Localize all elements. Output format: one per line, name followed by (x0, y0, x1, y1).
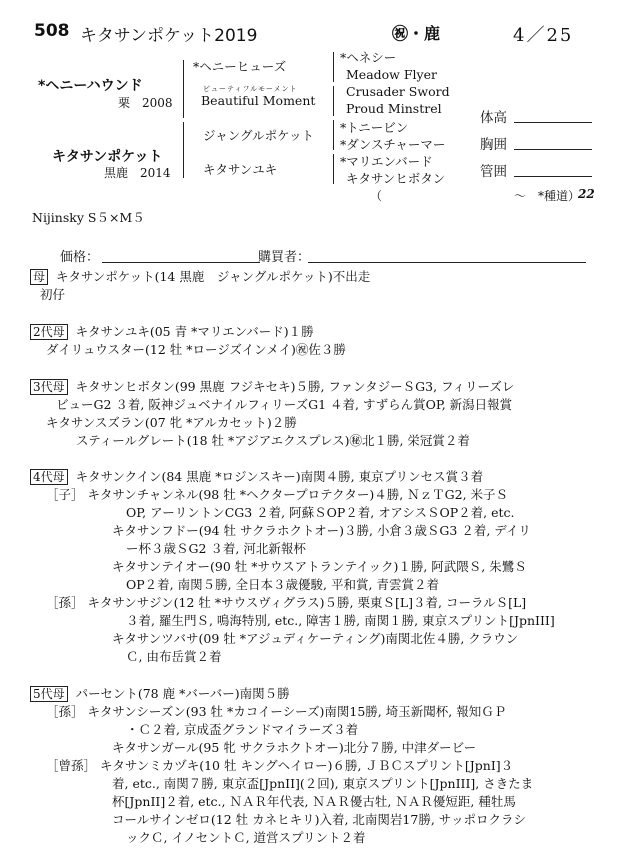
section-4th-dam: 4代母 キタサンクイン(84 黒鹿 *ロジンスキー)南関４勝, 東京プリンセス賞３着 ［子］ キタサンチャンネル(98 牡 *ヘクタープロテクター)４勝, ＮｚＴG2, 米子Ｓ OP, アーリントンCG3 ２着, 阿蘇ＳOP２着, オアシスＳOP２着, etc. キタサンフドー(94 牡 サクラホクトオー)３勝, 小倉３歳ＳG3 ２着, デイリ ー杯３歳ＳG2 ３着, 河北新報杯 キタサンテイオー(90 牡 *サウスアトランテイック)１勝, 阿武隈Ｓ, 朱鷺Ｓ OP２着, 南関５勝, 全日本３歳優駿, 平和賞, 青雲賞２着 ［孫］ キタサンサジン(12 牡 *サウスヴィグラス)５勝, 栗東Ｓ[L]３着, コーラルＳ[L] ３着, 羅生門Ｓ, 鳴海特別, etc., 障害１勝, 南関１勝, 東京スプリント[JpnIII] キタサンツバサ(09 牡 *アジュディケーティング)南関北佐４勝, クラウン Ｃ, 由布岳賞２着 (30, 468, 590, 666)
breeding-note: （ ～ *種道） (370, 189, 581, 203)
section-tag: 母 (30, 269, 48, 285)
page-num: 22 (578, 187, 595, 201)
dam-color-year: 黒鹿 2014 (104, 166, 171, 180)
sex-color: ㊗・鹿 (392, 24, 441, 43)
price-label: 価格： (60, 250, 100, 265)
cannon-label: 管囲 (480, 164, 507, 180)
ss-sire: *ヘネシー (340, 50, 397, 65)
sd-dam: Proud Minstrel (346, 101, 442, 116)
section-3rd-dam: 3代母 キタサンヒボタン(99 黒鹿 フジキセキ)５勝, ファンタジーＳG3, フィリーズレ ビューG2 ３着, 阪神ジュベナイルフィリーズG1 ４着, すずらん賞OP, 新潟日報賞 キタサンスズラン(07 牝 *アルカセット)２勝 スティールグレート(18 牡 *アジアエクスプレス)㊙北１勝, 栄冠賞２着 (30, 378, 590, 450)
dam-dam: キタサンユキ (203, 162, 278, 177)
section-2nd-dam: 2代母 キタサンユキ(05 青 *マリエンバード)１勝 ダイリュウスター(12 牡 *ロージズインメイ)㊗佐３勝 (30, 323, 590, 359)
section-tag: 2代母 (30, 324, 68, 340)
section-tag: 3代母 (30, 379, 68, 395)
horse-name: キタサンポケット2019 (80, 26, 258, 46)
sire-sire: *ヘニーヒューズ (193, 59, 287, 74)
dam-name: キタサンポケット (52, 149, 163, 165)
section-5th-dam: 5代母 パーセント(78 鹿 *バーバー)南関５勝 ［孫］ キタサンシーズン(93 牡 *カコイーシーズ)南関15勝, 埼玉新聞杯, 報知ＧＰ ・Ｃ２着, 京成盃グランドマイラーズ３着 キタサンガール(95 牝 サクラホクトオー)北分７勝, 中津ダービー ［曾孫］ キタサンミカヅキ(10 牡 キングヘイロー)６勝, ＪＢＣスプリント[JpnI]３ 着, etc., 南関７勝, 東京盃[JpnII](２回), 東京スプリント[JpnIII], さきたま 杯[JpnII]２着, etc., ＮＡＲ年代表, ＮＡＲ優古牡, ＮＡＲ優短距, 種牡馬 コールサインゼロ(12 牡 カネヒキリ)入着, 北南関岩17勝, サッポロクラシ ックＣ, イノセントＣ, 道営スプリント２着 (30, 685, 590, 847)
section-tag: 5代母 (30, 686, 68, 702)
section-dam: 母 キタサンポケット(14 黒鹿 ジャングルポケット)不出走 初仔 (30, 268, 590, 304)
ds-dam: *ダンスチャーマー (340, 137, 446, 152)
sire-name: *ヘニーハウンド (38, 78, 143, 94)
sire-dam: Beautiful Moment (201, 93, 316, 108)
dd-sire: *マリエンバード (340, 154, 433, 169)
ds-sire: *トニービン (340, 120, 409, 135)
sire-dam-ruby: ビューティフルモーメント (203, 85, 298, 93)
inbreeding: Nijinsky S５×M５ (32, 210, 145, 225)
height-label: 体高 (480, 110, 507, 126)
sd-sire: Crusader Sword (346, 84, 450, 99)
ss-dam: Meadow Flyer (346, 67, 437, 82)
lot-number: 508 (34, 21, 70, 41)
date: 4／25 (513, 25, 574, 46)
dam-sire: ジャングルポケット (203, 128, 315, 143)
dd-dam: キタサンヒボタン (346, 171, 446, 186)
chest-label: 胸囲 (480, 137, 507, 153)
section-tag: 4代母 (30, 469, 68, 485)
buyer-label: 購買者： (258, 250, 311, 265)
sire-color-year: 栗 2008 (118, 96, 173, 110)
